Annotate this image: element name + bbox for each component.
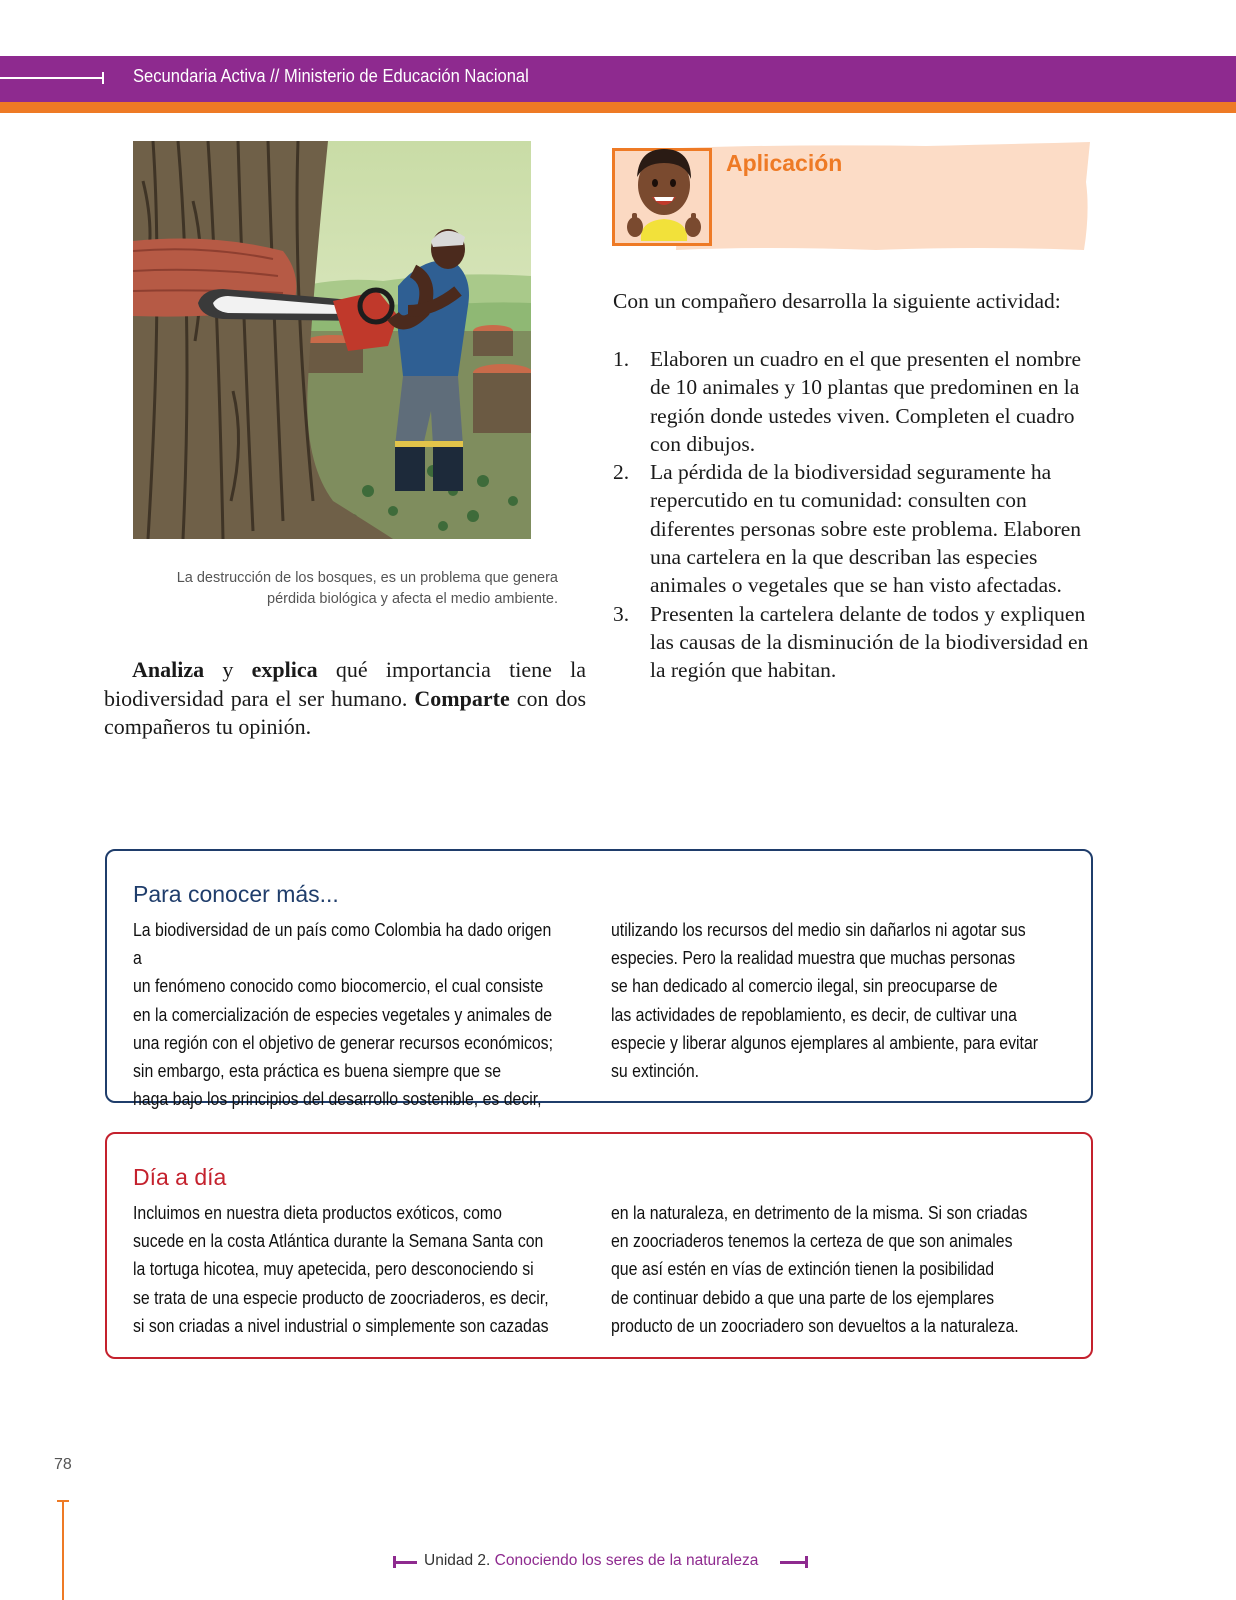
step-text: La pérdida de la biodiversidad seguramente ha repercutido en tu comunidad: consulten con diferentes personas sobre este problema. Elaboren una cartelera en la que describan las especies animales o vegetales que se han visto afectadas.: [650, 460, 1082, 598]
dia-a-dia-title: Día a día: [133, 1164, 227, 1190]
unit-name: Conociendo los seres de la naturaleza: [494, 1552, 759, 1569]
header-decorative-line: [0, 77, 104, 79]
unit-number: Unidad 2.: [424, 1552, 491, 1569]
illustration-caption: La destrucción de los bosques, es un problema que genera pérdida biológica y afecta el medio ambiente.: [176, 570, 558, 607]
footer-line-right: [780, 1561, 808, 1564]
activity-text-middle: qué importancia tiene la biodiversidad para el ser humano.: [104, 657, 586, 711]
activity-text-end: con dos compañeros tu opinión.: [104, 685, 587, 739]
footer-vertical-tick: [57, 1500, 69, 1502]
step-text: Elaboren un cuadro en el que presenten el nombre de 10 animales y 10 plantas que predominen en la región donde ustedes viven. Completen el cuadro con dibujos.: [650, 347, 1082, 456]
footer-vertical-line: [62, 1500, 64, 1600]
para-conocer-column-1: La biodiversidad de un país como Colombia ha dado origen a un fenómeno conocido como biocomercio, el cual consiste en la comercialización de especies vegetales y animales de una región con el objetivo de generar recursos económicos; sin embargo, esta práctica es buena siempre que se haga bajo los principios del desarrollo sostenible, es decir,: [133, 920, 554, 1110]
step-number: 3.: [613, 601, 630, 626]
dia-a-dia-box: [105, 1132, 1093, 1359]
header-title: Secundaria Activa // Ministerio de Educación Nacional: [133, 66, 529, 86]
activity-paragraph: [104, 656, 586, 742]
step-number: 1.: [613, 347, 630, 371]
list-item: [613, 345, 1103, 458]
header-decorative-tick: [102, 72, 104, 84]
explica-keyword: explica: [251, 657, 318, 682]
dia-a-dia-column-2: en la naturaleza, en detrimento de la misma. Si son criadas en zoocriaderos tenemos la certeza de que son animales que así estén en vías de extinción tienen la posibilidad de continuar debido a que una parte de los ejemplares producto de un zoocriadero son devueltos a la naturaleza.: [611, 1203, 1028, 1336]
deforestation-illustration: [133, 141, 531, 539]
para-conocer-box: [105, 849, 1093, 1110]
footer-unit-label: [424, 1552, 758, 1570]
para-conocer-column-2: utilizando los recursos del medio sin dañarlos ni agotar sus especies. Pero la realidad muestra que muchas personas se han dedicado al comercio ilegal, sin preocuparse de las actividades de repoblamiento, es decir, de cultivar una especie y liberar algunos ejemplares al ambiente, para evitar su extinción.: [611, 920, 1039, 1082]
list-item: [613, 458, 1103, 599]
footer-line-left: [393, 1561, 417, 1564]
child-thumbs-up-icon: [619, 143, 709, 247]
para-conocer-title: Para conocer más...: [133, 881, 339, 907]
page-number: 78: [54, 1456, 72, 1473]
list-item: [613, 600, 1103, 685]
aplicacion-title: Aplicación: [726, 150, 843, 176]
footer-tick-right: [805, 1556, 808, 1568]
aplicacion-intro: Con un compañero desarrolla la siguiente actividad:: [613, 289, 1061, 313]
dia-a-dia-column-1: Incluimos en nuestra dieta productos exóticos, como sucede en la costa Atlántica durante la Semana Santa con la tortuga hicotea, muy apetecida, pero desconociendo si se trata de una especie producto de zoocriaderos, es decir, si son criadas a nivel industrial o simplemente son cazadas: [133, 1203, 549, 1336]
comparte-keyword: Comparte: [414, 685, 510, 711]
aplicacion-icon-box: [612, 148, 712, 246]
analiza-keyword: Analiza: [132, 657, 205, 682]
activity-steps-list: [613, 345, 1103, 685]
activity-text-y: y: [204, 657, 252, 682]
step-text: Presenten la cartelera delante de todos y expliquen las causas de la disminución de la biodiversidad en la región que habitan.: [650, 601, 1089, 683]
step-number: 2.: [613, 460, 630, 485]
footer-tick-left: [393, 1556, 396, 1568]
header-accent-stripe: [0, 102, 1236, 113]
